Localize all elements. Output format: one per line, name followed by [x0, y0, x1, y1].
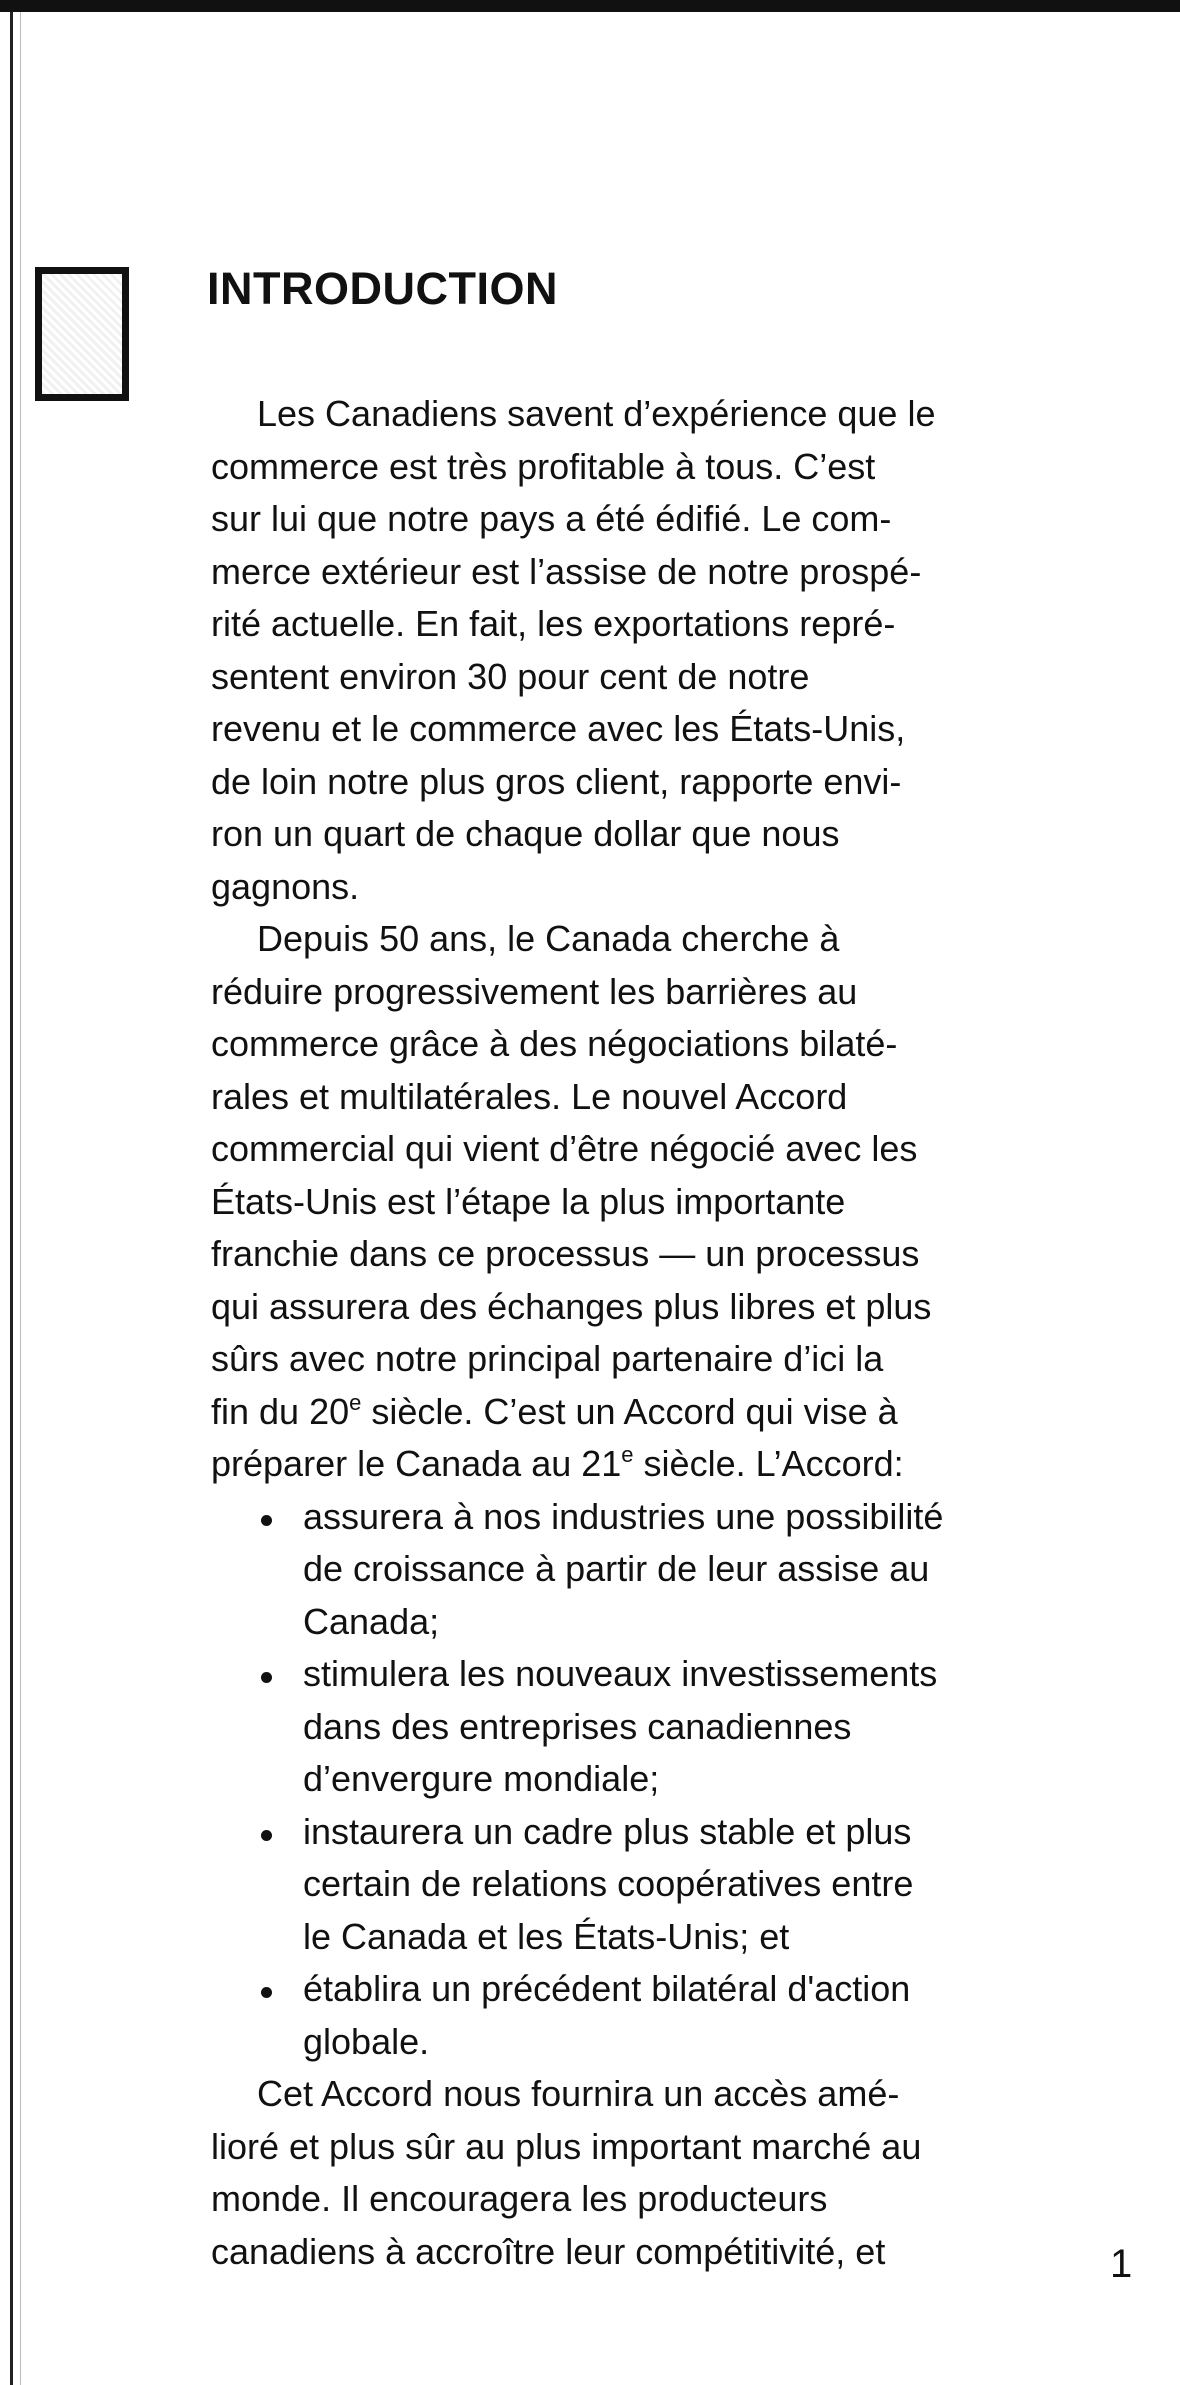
superscript: e — [621, 1442, 634, 1467]
bullet-continuation: le Canada et les États-Unis; et — [303, 1915, 790, 1957]
bullet-icon — [261, 1987, 272, 1998]
bullet-text: assurera à nos industries une possibilité — [303, 1495, 944, 1537]
superscript: e — [349, 1389, 362, 1415]
bullet-item — [211, 1648, 1041, 1701]
paragraph-1-line: commerce est très profitable à tous. C’est — [211, 445, 876, 487]
paragraph-3-line: Cet Accord nous fournira un accès amé- — [257, 2073, 900, 2114]
bullet-continuation: dans des entreprises canadiennes — [303, 1705, 852, 1747]
bullet-item — [211, 1963, 1041, 2016]
text-fragment: préparer le Canada au 21 — [211, 1443, 622, 1484]
paragraph-2-line: États-Unis est l’étape la plus importante — [211, 1180, 846, 1222]
paragraph-2-line: commerce grâce à des négociations bilaté- — [211, 1023, 898, 1064]
paragraph-2-line: commercial qui vient d’être négocié avec les — [211, 1128, 918, 1169]
bullet-continuation: d’envergure mondiale; — [303, 1758, 660, 1799]
bullet-continuation: de croissance à partir de leur assise au — [303, 1548, 930, 1589]
paragraph-3-line: lioré et plus sûr au plus important marché au — [211, 2125, 922, 2167]
text-fragment: siècle. L’Accord: — [633, 1443, 904, 1484]
text-fragment: siècle. C’est un Accord qui vise à — [361, 1390, 898, 1432]
paragraph-1-line: merce extérieur est l’assise de notre prospé- — [211, 550, 922, 592]
paragraph-1-line: Les Canadiens savent d’expérience que le — [257, 393, 936, 434]
paragraph-1-line: rité actuelle. En fait, les exportations repré- — [211, 603, 896, 644]
paragraph-2-line: sûrs avec notre principal partenaire d’ici la — [211, 1338, 884, 1379]
paragraph-2-line: Depuis 50 ans, le Canada cherche à — [257, 918, 840, 959]
bullet-item — [211, 1491, 1041, 1544]
body-text — [211, 388, 1041, 2278]
left-border-rule — [10, 12, 13, 2385]
paragraph-2-line: réduire progressivement les barrières au — [211, 970, 858, 1012]
paragraph-1-line: sentent environ 30 pour cent de notre — [211, 655, 810, 697]
bullet-icon — [261, 1515, 272, 1526]
paragraph-1-line: sur lui que notre pays a été édifié. Le com- — [211, 498, 892, 539]
top-border-rule — [0, 0, 1180, 12]
paragraph-1-line: revenu et le commerce avec les États-Unis, — [211, 708, 906, 749]
paragraph-2-line — [211, 1386, 1041, 1439]
paragraph-2-line: franchie dans ce processus — un processus — [211, 1233, 920, 1274]
paragraph-2-line — [211, 1438, 1041, 1491]
paragraph-1-line: ron un quart de chaque dollar que nous — [211, 813, 840, 854]
bullet-item — [211, 1806, 1041, 1859]
bullet-icon — [261, 1672, 272, 1683]
bullet-continuation: certain de relations coopératives entre — [303, 1863, 914, 1904]
left-border-shadow — [20, 12, 21, 2385]
bullet-text: établira un précédent bilatéral d'action — [303, 1968, 911, 2009]
bullet-continuation: Canada; — [303, 1600, 440, 1642]
paragraph-1-line: gagnons. — [211, 865, 360, 907]
paragraph-3-line: monde. Il encouragera les producteurs — [211, 2178, 828, 2219]
bullet-icon — [261, 1830, 272, 1841]
paragraph-1-line: de loin notre plus gros client, rapporte envi- — [211, 760, 902, 802]
paragraph-3-line: canadiens à accroître leur compétitivité, et — [211, 2230, 886, 2272]
text-fragment: fin du 20 — [211, 1390, 350, 1432]
section-marker-box — [35, 267, 129, 401]
page-title: INTRODUCTION — [207, 263, 558, 314]
bullet-text: instaurera un cadre plus stable et plus — [303, 1810, 912, 1852]
bullet-text: stimulera les nouveaux investissements — [303, 1653, 938, 1694]
page-number: 1 — [1110, 2242, 1133, 2286]
bullet-continuation: globale. — [303, 2020, 430, 2062]
paragraph-2-line: qui assurera des échanges plus libres et plus — [211, 1285, 932, 1327]
paragraph-2-line: rales et multilatérales. Le nouvel Accord — [211, 1075, 848, 1117]
